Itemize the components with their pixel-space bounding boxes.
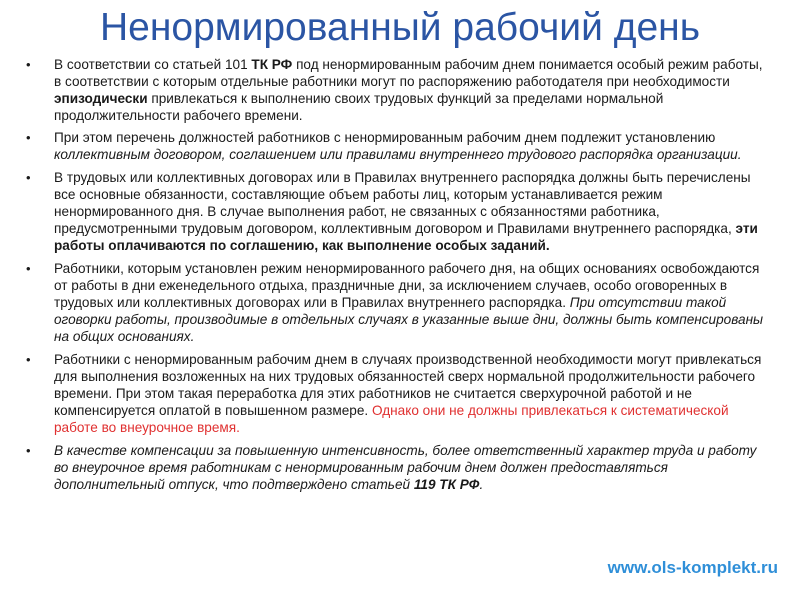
bullet-item [24, 56, 772, 124]
bullet-text-italic: В качестве компенсации за повышенную интенсивность, более ответственный характер труда и работу во внеурочное время работникам с ненормированным рабочим днем должен предоставляться дополнительный отпуск, что подтверждено статьей [54, 443, 757, 492]
bullet-text: Работники, которым установлен режим ненормированного рабочего дня, на общих основаниях освобождаются от работы в дни еженедельного отдыха, праздничные дни, за исключением случаев, особо оговоренных в трудовых или коллективных договорах или в Правилах внутреннего распорядка. [54, 261, 760, 310]
bullet-text-bold: ТК РФ [251, 57, 293, 72]
bullet-text-bold: эпизодически [54, 91, 148, 106]
bullet-text-bold: эти работы оплачиваются по соглашению, как выполнение особых заданий. [54, 221, 758, 253]
bullet-marker: • [26, 261, 31, 276]
bullet-marker: • [26, 57, 31, 72]
bullet-text-italic: . [479, 477, 484, 492]
bullet-text-red: Однако они не должны привлекаться к систематической работе во внеурочное время. [54, 403, 729, 435]
bullet-marker: • [26, 352, 31, 367]
bullet-text: привлекаться к выполнению своих трудовых функций за пределами нормальной продолжительности рабочего времени. [54, 91, 664, 123]
website-link[interactable]: www.ols-komplekt.ru [607, 558, 778, 577]
bullet-text-italic: коллективным договором, соглашением или правилами внутреннего трудового распорядка организации. [54, 147, 742, 162]
bullet-text: В соответствии со статьей 101 [54, 57, 252, 72]
bullet-text: под ненормированным рабочим днем понимается особый режим работы, в соответствии с которым отдельные работники могут по распоряжению работодателя при необходимости [54, 57, 763, 89]
bullet-text: Работники с ненормированным рабочим днем в случаях производственной необходимости могут привлекаться для выполнения возложенных на них трудовых обязанностей сверх нормальной продолжительности рабочего времени. При этом такая переработка для этих работников не считается сверхурочной работой и не компенсируется оплатой в повышенном размере. [54, 352, 762, 418]
bullet-text: В трудовых или коллективных договорах или в Правилах внутреннего распорядка должны быть перечислены все основные обязанности, составляющие объем работы лиц, которым устанавливается режим ненормированного дня. В случае выполнения работ, не связанных с обязанностями работника, предусмотренными трудовым договором, коллективным договором и Правилами внутреннего распорядка, [54, 170, 751, 236]
bullet-item [24, 351, 772, 436]
bullet-item [24, 442, 772, 493]
slide-title: Ненормированный рабочий день [99, 6, 701, 49]
bullet-marker: • [26, 170, 31, 185]
bullet-marker: • [26, 443, 31, 458]
bullet-marker: • [26, 130, 31, 145]
bullet-item [24, 260, 772, 345]
bullet-text: При этом перечень должностей работников с ненормированным рабочим днем подлежит установлению [54, 130, 716, 145]
bullet-item [24, 169, 772, 254]
bullet-list [24, 56, 772, 499]
bullet-text-bold: 119 ТК РФ [413, 477, 480, 492]
bullet-item [24, 129, 772, 163]
bullet-text-italic: При отсутствии такой оговорки работы, производимые в отдельных случаях в указанные выше дни, должны быть компенсированы на общих основаниях. [54, 295, 764, 344]
